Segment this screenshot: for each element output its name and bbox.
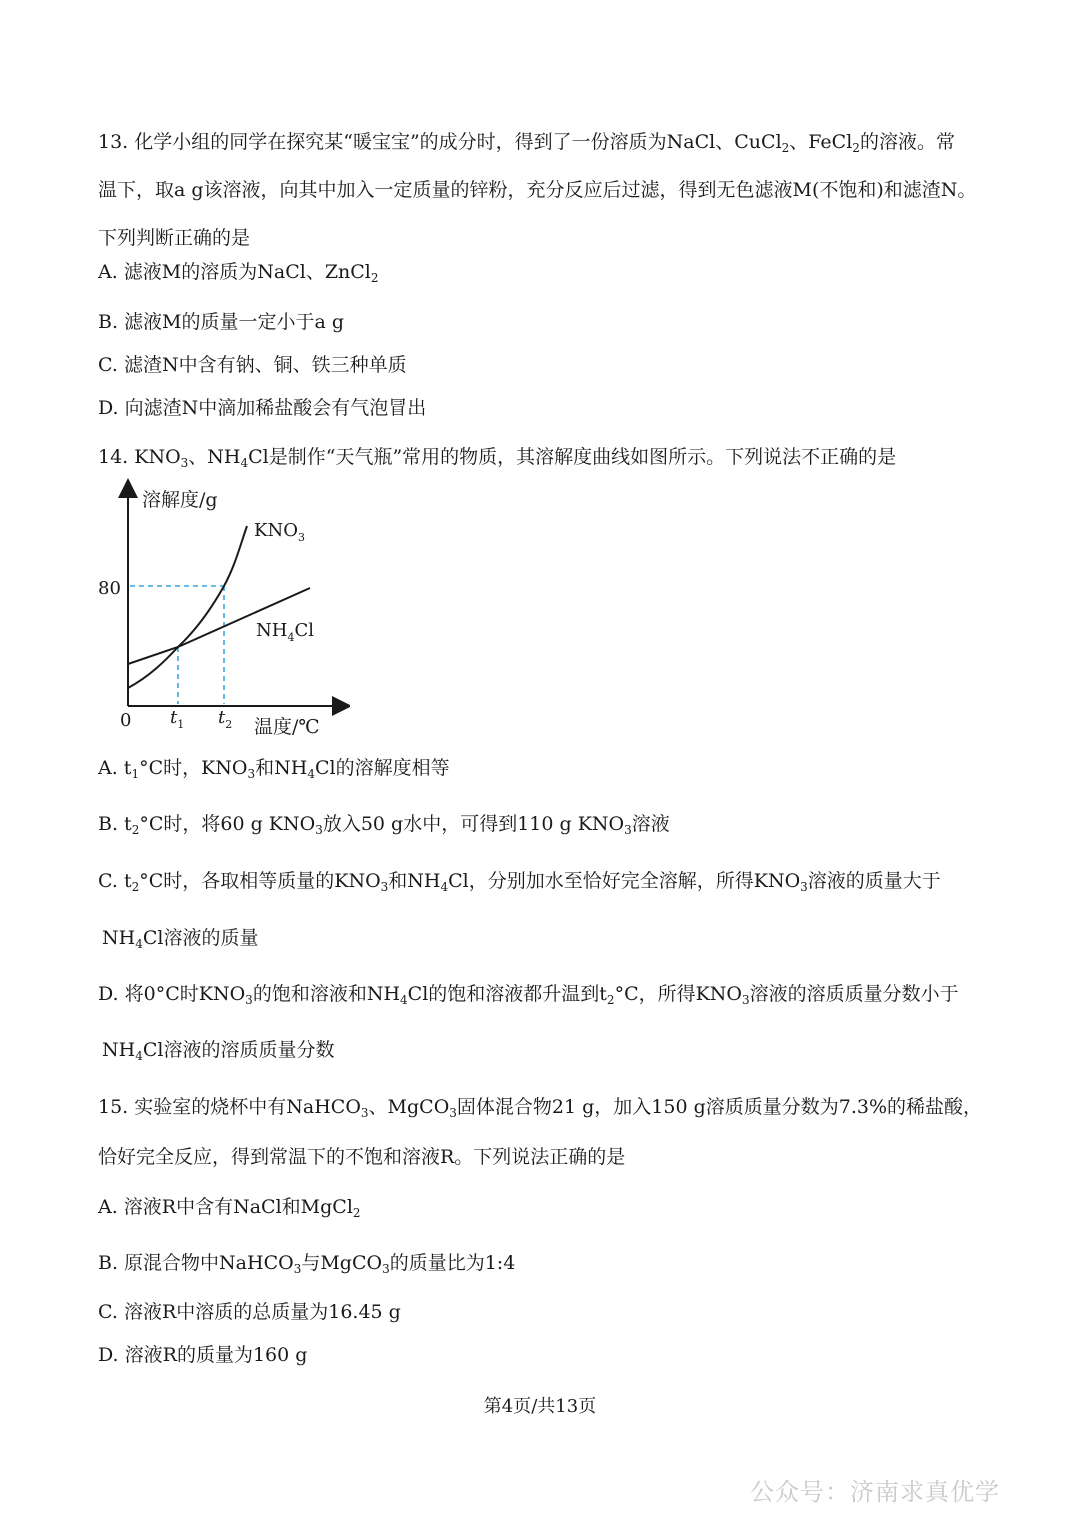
q14-option-d: D. 将0°C时$KNO_3$的饱和溶液和$NH_4Cl$的饱和溶液都升温到$t_2^\circ C$，所得$KNO_3$溶液的溶质质量分数小于 (98, 983, 959, 1007)
q14-option-b: B. $t_2^\circ C$时，将60 g $KNO_3$放入50 g水中，可得到110 g $KNO_3$溶液 (98, 813, 670, 837)
origin-label: 0 (120, 710, 132, 731)
page-footer: 第4页/共13页 (483, 1396, 597, 1417)
q14-option-d-cont: $NH_4Cl$溶液的溶质质量分数 (102, 1039, 335, 1063)
x-axis-label: 温度/℃ (254, 716, 320, 738)
q14-option-a: A. $t_1^\circ C$时，$KNO_3$和$NH_4Cl$的溶解度相等 (98, 757, 450, 781)
x-tick-t2: $t_2$ (218, 707, 233, 731)
y-axis-label: 溶解度/g (142, 489, 218, 511)
q15-option-d: D. 溶液R的质量为160 g (98, 1344, 308, 1366)
q13-option-c: C. 滤渣N中含有钠、铜、铁三种单质 (98, 354, 407, 376)
watermark: 公众号：济南求真优学 (750, 1478, 1000, 1506)
question-13 (98, 118, 998, 262)
q15-option-b: B. 原混合物中NaHCO$_3$与MgCO$_3$的质量比为1:4 (98, 1252, 516, 1276)
q14-option-c-cont: $NH_4Cl$溶液的质量 (102, 927, 259, 951)
solubility-chart (90, 476, 350, 746)
q13-stem-line2: 温下，取a g该溶液，向其中加入一定质量的锌粉，充分反应后过滤，得到无色滤液M(不饱和)和滤渣N。 (98, 179, 977, 201)
q13-stem-line1: 13. 化学小组的同学在探究某“暖宝宝”的成分时，得到了一份溶质为NaCl、CuCl$_2$、FeCl$_2$的溶液。常 (98, 131, 955, 155)
q13-option-a: A. 滤液M的溶质为NaCl、ZnCl$_2$ (98, 261, 379, 285)
q14-option-c: C. $t_2^\circ C$时，各取相等质量的$KNO_3$和$NH_4Cl$，分别加水至恰好完全溶解，所得$KNO_3$溶液的质量大于 (98, 870, 941, 894)
y-tick-80: 80 (98, 578, 121, 599)
q15-stem-line2: 恰好完全反应，得到常温下的不饱和溶液R。下列说法正确的是 (98, 1146, 626, 1168)
q13-option-b: B. 滤液M的质量一定小于a g (98, 311, 345, 333)
q15-option-c: C. 溶液R中溶质的总质量为16.45 g (98, 1301, 401, 1323)
q15-option-a: A. 溶液R中含有NaCl和MgCl$_2$ (98, 1196, 361, 1220)
nh4cl-label: $NH_4Cl$ (256, 620, 314, 644)
q14-stem: 14. $KNO_3$、$NH_4Cl$是制作“天气瓶”常用的物质，其溶解度曲线如图所示。下列说法不正确的是 (98, 446, 897, 470)
kno3-label: $KNO_3$ (254, 520, 305, 544)
kno3-curve (128, 526, 247, 688)
q13-stem-line3: 下列判断正确的是 (98, 227, 251, 249)
q15-stem-line1: 15. 实验室的烧杯中有NaHCO$_3$、MgCO$_3$固体混合物21 g，加入150 g溶质质量分数为7.3%的稀盐酸， (98, 1096, 983, 1120)
x-tick-t1: $t_1$ (170, 707, 185, 731)
q13-option-d: D. 向滤渣N中滴加稀盐酸会有气泡冒出 (98, 397, 427, 419)
